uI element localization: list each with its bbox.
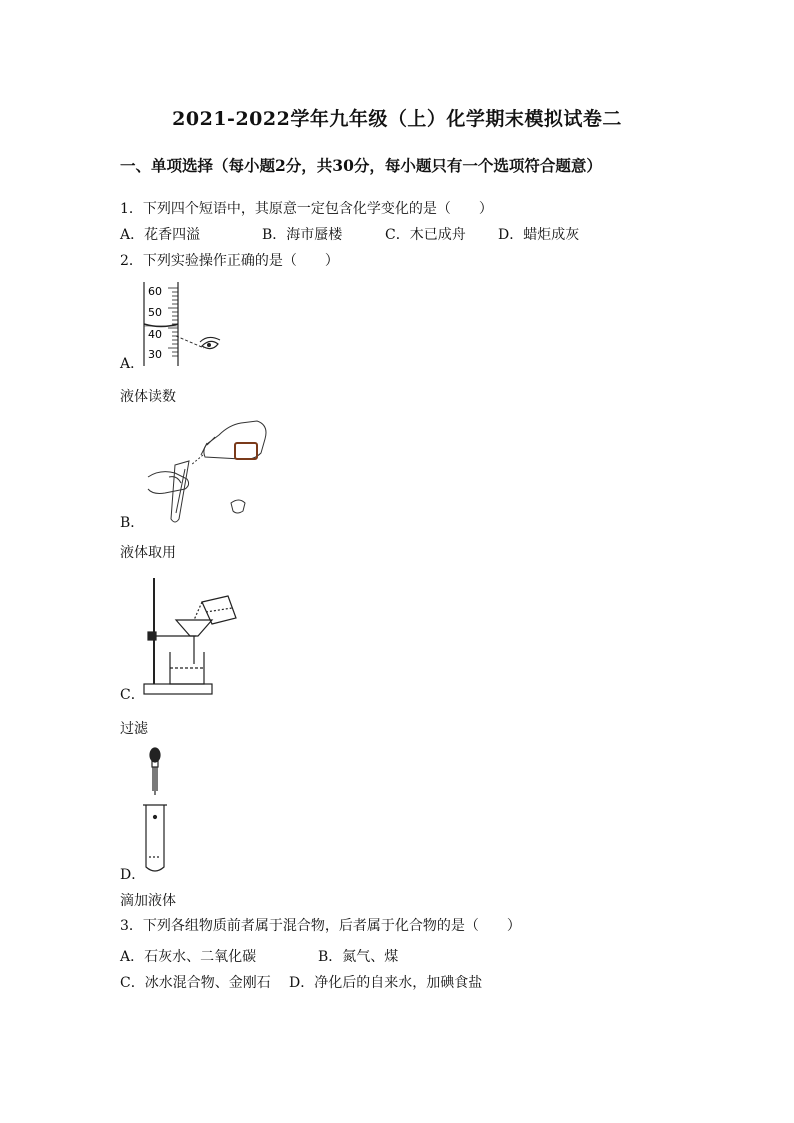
option-d-caption: 滴加液体 <box>120 893 176 909</box>
question-3-option-b: B．氮气、煤 <box>318 949 399 965</box>
option-d-label: D． <box>120 867 146 883</box>
question-1-option-d: D．蜡炬成灰 <box>498 227 580 243</box>
exam-title: 2021-2022学年九年级（上）化学期末模拟试卷二 <box>172 108 622 130</box>
dropper-test-tube-figure <box>140 747 180 877</box>
option-a-caption: 液体读数 <box>120 389 176 405</box>
filtration-figure <box>140 572 250 700</box>
tick-label-30: 30 <box>148 348 162 361</box>
tick-label-50: 50 <box>148 306 162 319</box>
tick-label-40: 40 <box>148 328 162 341</box>
question-1-option-c: C．木已成舟 <box>385 227 466 243</box>
option-b-label: B． <box>120 515 145 531</box>
question-1-option-b: B．海市蜃楼 <box>262 227 343 243</box>
question-2-stem: 2．下列实验操作正确的是（ ） <box>120 253 339 269</box>
liquid-pouring-figure <box>145 413 275 525</box>
question-3-option-a: A．石灰水、二氧化碳 <box>120 949 257 965</box>
option-c-caption: 过滤 <box>120 721 148 737</box>
question-3-option-d: D．净化后的自来水，加碘食盐 <box>289 975 483 991</box>
question-1-stem: 1．下列四个短语中，其原意一定包含化学变化的是（ ） <box>120 201 493 217</box>
option-b-caption: 液体取用 <box>120 545 176 561</box>
option-c-label: C． <box>120 687 145 703</box>
question-1-option-a: A．花香四溢 <box>120 227 201 243</box>
graduated-cylinder-figure <box>140 280 230 370</box>
section-heading: 一、单项选择（每小题2分，共30分，每小题只有一个选项符合题意） <box>120 156 602 175</box>
eye-icon <box>200 337 220 348</box>
question-3-stem: 3．下列各组物质前者属于混合物，后者属于化合物的是（ ） <box>120 918 521 934</box>
tick-label-60: 60 <box>148 285 162 298</box>
question-3-option-c: C．冰水混合物、金刚石 <box>120 975 271 991</box>
option-a-label: A． <box>120 356 145 372</box>
